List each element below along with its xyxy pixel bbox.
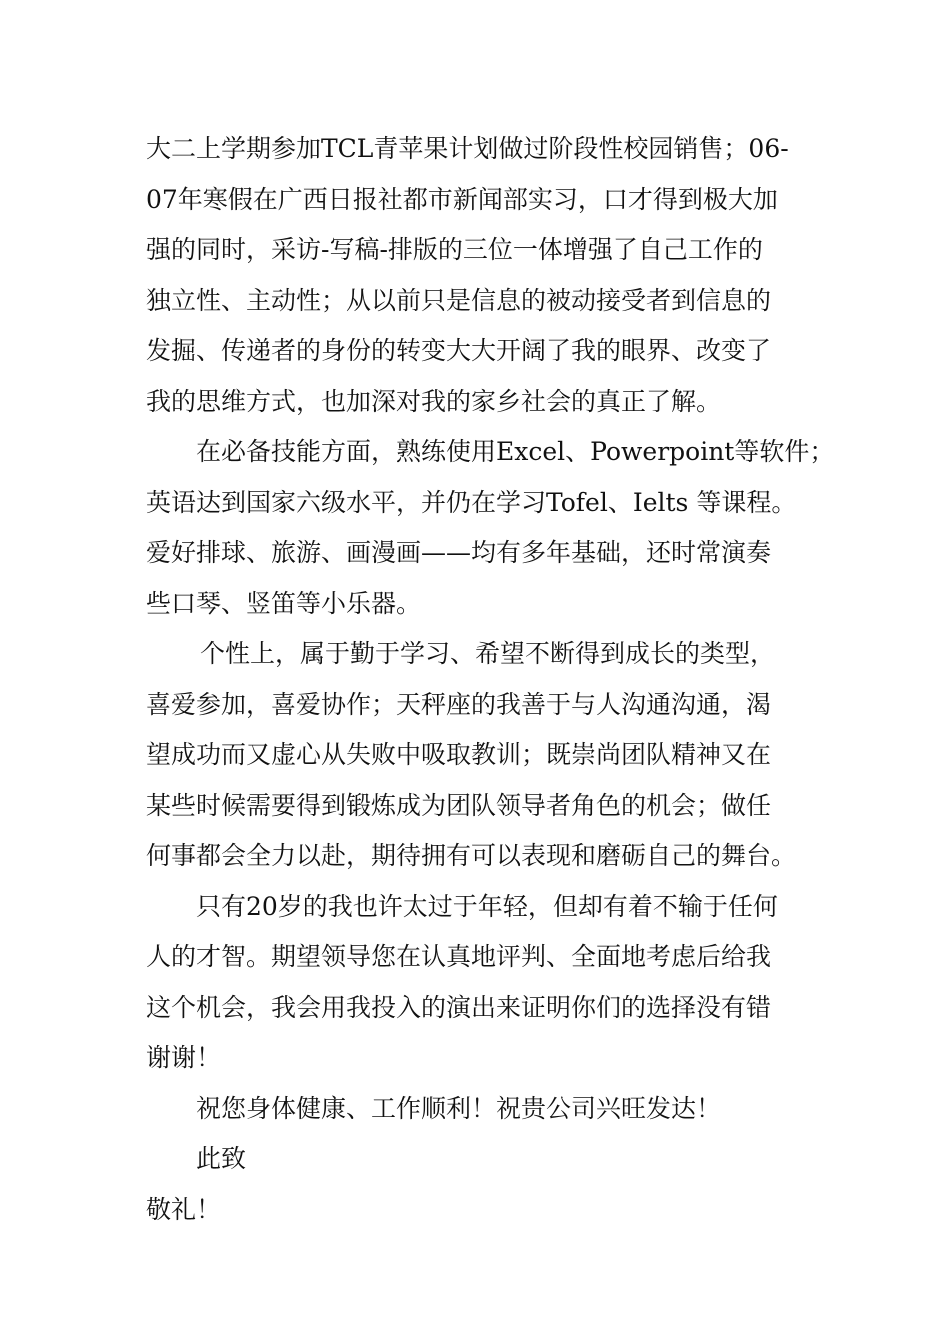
text-line: 某些时候需要得到锻炼成为团队领导者角色的机会；做任 bbox=[146, 790, 772, 820]
text-line: 人的才智。期望领导您在认真地评判、全面地考虑后给我 bbox=[146, 942, 772, 971]
text-line: 发掘、传递者的身份的转变大大开阔了我的眼界、改变了 bbox=[146, 336, 772, 365]
paragraph-internship bbox=[146, 124, 826, 427]
paragraph-personality bbox=[146, 629, 826, 882]
text-line: 喜爱参加，喜爱协作；天秤座的我善于与人沟通沟通，渴 bbox=[146, 689, 772, 719]
text-line: 望成功而又虚心从失败中吸取教训；既崇尚团队精神又在 bbox=[146, 740, 772, 769]
paragraph-skills bbox=[146, 427, 835, 629]
text-line: 强的同时，采访-写稿-排版的三位一体增强了自己工作的 bbox=[146, 235, 763, 264]
text-line: 这个机会，我会用我投入的演出来证明你们的选择没有错 bbox=[146, 992, 772, 1022]
wishes-line: 祝您身体健康、工作顺利！祝贵公司兴旺发达！ bbox=[196, 1093, 722, 1123]
text-line: 独立性、主动性；从以前只是信息的被动接受者到信息的 bbox=[146, 285, 772, 315]
text-line: 何事都会全力以赴，期待拥有可以表现和磨砺自己的舞台。 bbox=[146, 841, 797, 870]
text-line: 在必备技能方面，熟练使用Excel、Powerpoint等软件； bbox=[196, 437, 835, 466]
text-line: 爱好排球、旅游、画漫画——均有多年基础，还时常演奏 bbox=[146, 538, 772, 567]
paragraph-request bbox=[146, 882, 826, 1084]
text-line: 英语达到国家六级水平，并仍在学习Tofel、Ielts 等课程。 bbox=[146, 487, 797, 517]
text-line: 只有20岁的我也许太过于年轻，但却有着不输于任何 bbox=[196, 891, 778, 921]
text-line: 谢谢！ bbox=[146, 1043, 222, 1072]
closing-line: 此致 bbox=[196, 1144, 247, 1173]
text-line: 07年寒假在广西日报社都市新闻部实习，口才得到极大加 bbox=[146, 184, 778, 214]
letter-body bbox=[146, 124, 835, 1235]
text-line: 个性上，属于勤于学习、希望不断得到成长的类型， bbox=[200, 639, 776, 668]
text-line: 我的思维方式，也加深对我的家乡社会的真正了解。 bbox=[146, 386, 722, 416]
text-line: 些口琴、竖笛等小乐器。 bbox=[146, 588, 422, 618]
salutation-line: 敬礼！ bbox=[146, 1194, 222, 1224]
text-line: 大二上学期参加TCL青苹果计划做过阶段性校园销售；06- bbox=[146, 134, 789, 163]
